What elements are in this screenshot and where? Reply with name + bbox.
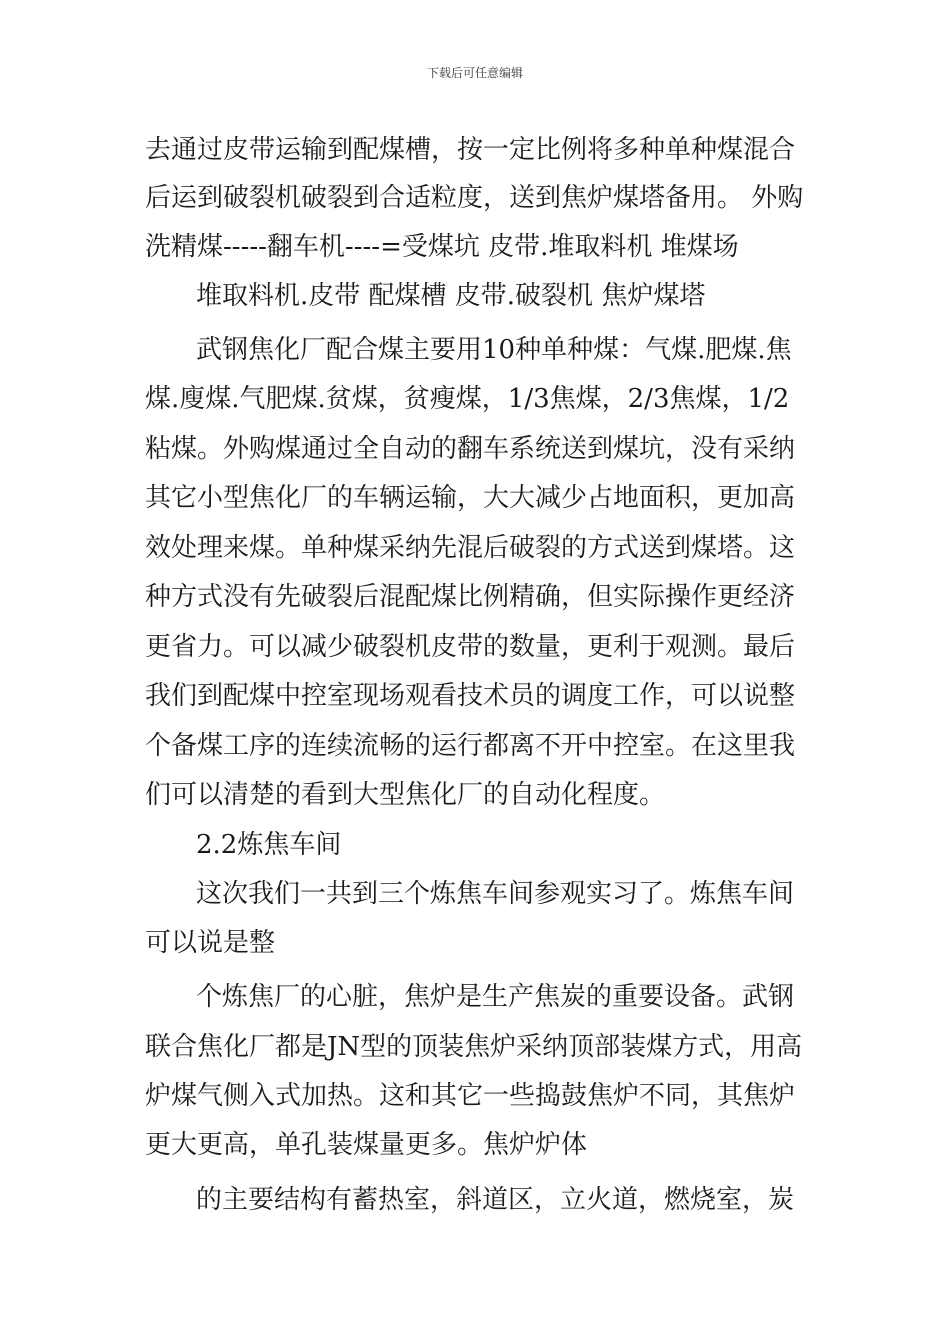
text-line: 可以说是整: [145, 928, 276, 958]
text-line: 武钢焦化厂配合煤主要用10种单种煤：气煤.肥煤.焦: [196, 335, 792, 365]
section-heading: 2.2炼焦车间: [196, 830, 342, 860]
text-line: 去通过皮带运输到配煤槽，按一定比例将多种单种煤混合: [145, 135, 796, 165]
text-line: 联合焦化厂都是JN型的顶装焦炉采纳顶部装煤方式，用高: [145, 1032, 803, 1062]
page-header: 下载后可任意编辑: [426, 66, 523, 80]
text-line: 我们到配煤中控室现场观看技术员的调度工作，可以说整: [145, 681, 796, 711]
text-line: 后运到破裂机破裂到合适粒度，送到焦炉煤塔备用。 外购: [145, 183, 804, 213]
text-line: 其它小型焦化厂的车辆运输，大大减少占地面积，更加高: [145, 483, 796, 513]
text-line: 效处理来煤。单种煤采纳先混后破裂的方式送到煤塔。这: [145, 533, 796, 563]
text-line: 粘煤。外购煤通过全自动的翻车系统送到煤坑，没有采纳: [145, 434, 796, 464]
text-line: 炉煤气侧入式加热。这和其它一些捣鼓焦炉不同，其焦炉: [145, 1081, 796, 1111]
text-line: 个备煤工序的连续流畅的运行都离不开中控室。在这里我: [145, 731, 796, 761]
text-line: 堆取料机.皮带 配煤槽 皮带.破裂机 焦炉煤塔: [196, 281, 706, 311]
text-line: 种方式没有先破裂后混配煤比例精确，但实际操作更经济: [145, 582, 796, 612]
text-line: 洗精煤-----翻车机----=受煤坑 皮带.堆取料机 堆煤场: [145, 232, 739, 262]
text-line: 个炼焦厂的心脏，焦炉是生产焦炭的重要设备。武钢: [196, 982, 795, 1012]
text-line: 煤.廋煤.气肥煤.贫煤，贫瘦煤，1/3焦煤，2/3焦煤，1/2: [145, 384, 790, 414]
text-line: 更大更高，单孔装煤量更多。焦炉炉体: [145, 1130, 588, 1160]
text-line: 更省力。可以减少破裂机皮带的数量，更利于观测。最后: [145, 632, 796, 662]
text-line: 的主要结构有蓄热室，斜道区，立火道，燃烧室，炭: [196, 1185, 795, 1215]
text-line: 们可以清楚的看到大型焦化厂的自动化程度。: [145, 780, 666, 810]
text-line: 这次我们一共到三个炼焦车间参观实习了。炼焦车间: [196, 879, 795, 909]
